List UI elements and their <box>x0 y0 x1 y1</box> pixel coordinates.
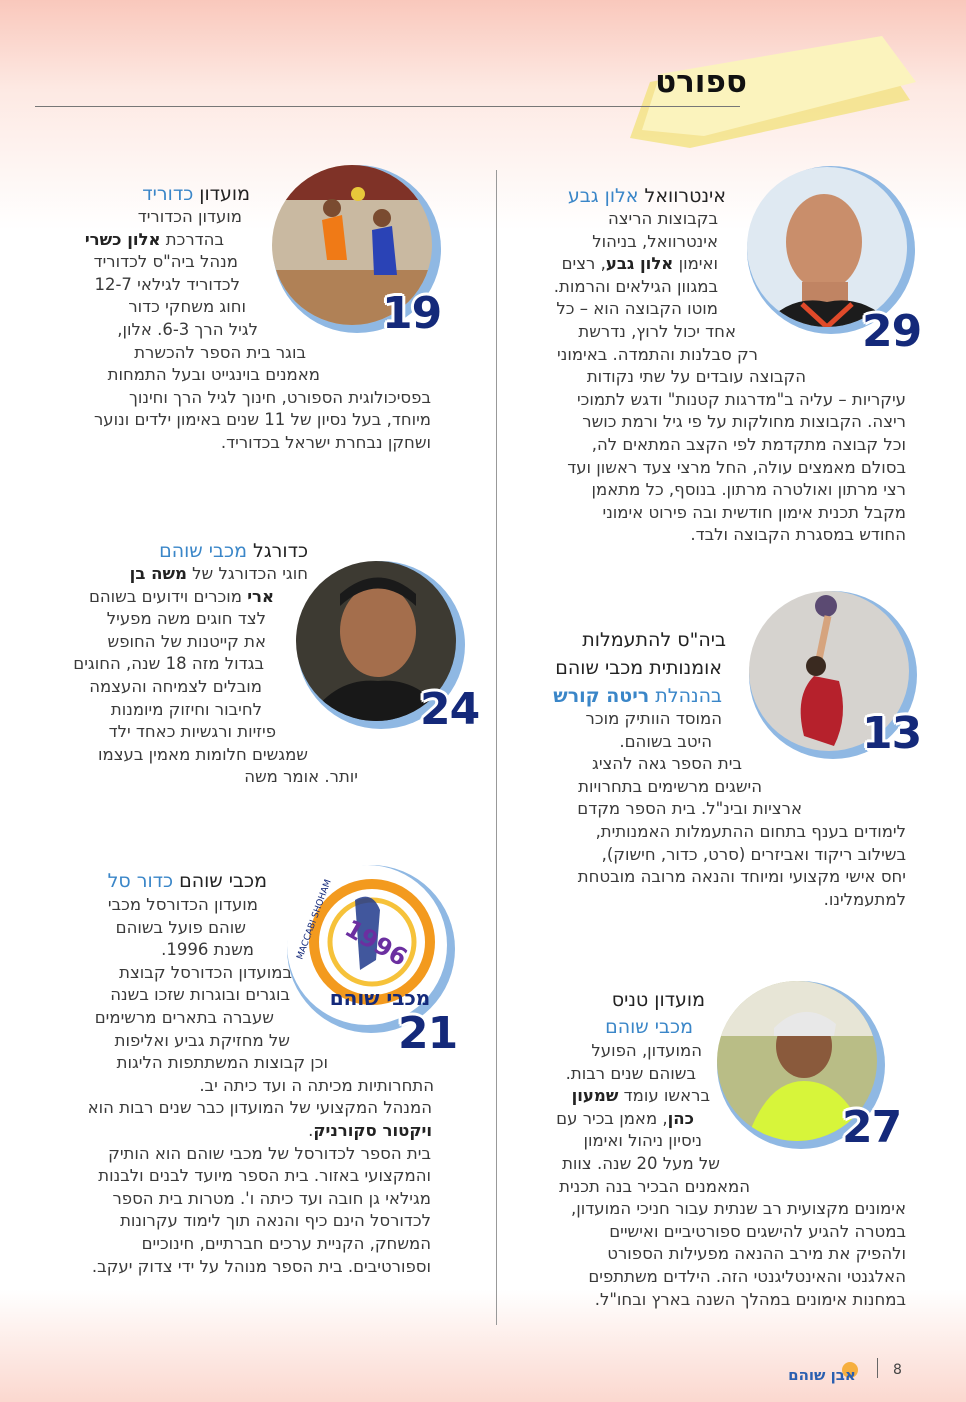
text-line: בראשו עומד שמעון <box>571 1086 710 1106</box>
text-line: מגילאי גן חובה ועד כיתה ו'. מטרות בית הספר <box>112 1188 431 1208</box>
text-line: המנהל המקצועי של המועדון כבר שנים רבות הוא <box>87 1098 432 1118</box>
text-line: בשוהם שנים רבות. <box>565 1063 696 1083</box>
bold-name: אלון גבע <box>605 254 674 274</box>
text-line: המועדון, הפועל <box>591 1041 702 1060</box>
text-line: יותר. אומר משה <box>244 767 358 787</box>
text-line: של מעל 20 שנה. צוות <box>562 1154 720 1173</box>
text-line: לימודים בענף בתחום ההתעמלות האמנותית, <box>595 822 906 841</box>
heading-gymnastics-3: בהנהלת ריטה קורש <box>553 685 722 707</box>
text-line: מועדון הכדורסל מכבי <box>107 895 258 914</box>
text-line: בשילוב ריקוד ואביזרים (סרט, כדור, חישוק), <box>601 844 906 864</box>
text-line: אחד יכול לרוץ, נדרשת <box>578 322 736 341</box>
text-line: וכל קבוצה מתקדמת לפי הקצב המתאים לה, <box>591 435 906 454</box>
text-line: אינטרוואל, בניהול <box>592 231 718 251</box>
text-line: בפסיכולוגית הספורט, חינוך לגיל הרך וחינוך <box>128 387 431 407</box>
article-number-29: 29 <box>862 306 922 357</box>
text-line: החודש במסגרת הקבוצה ולבד. <box>690 525 906 545</box>
text-line: חוגי הכדורגל של משה בן <box>129 564 308 583</box>
heading-tennis-2: מכבי שוהם <box>605 1016 693 1038</box>
bold-name: ארי <box>247 586 274 606</box>
footer-logo <box>780 1360 864 1386</box>
page-number: 8 <box>893 1362 902 1378</box>
text-line: רצי מרתון ואולטרה מרתון. בנוסף, כל מתאמן <box>591 480 906 500</box>
text-line: שוהם פועל בשוהם <box>115 917 246 937</box>
text-line: במחנות אימונים במהלך השנה בארץ ובחו"ל. <box>594 1289 906 1309</box>
text-line: לצד חוגים משה מפעיל <box>106 609 266 629</box>
text-line: עיקריות – עליה ב"מדרגות קטנות" ודגש לתמוכי <box>576 389 906 409</box>
text-line: רק סבלנות והתמדה. באימוני <box>557 344 758 364</box>
text-line: מוטו הקבוצה הוא – כל <box>556 299 718 319</box>
text-line: המוסד הוותיק מוכר <box>585 709 722 728</box>
heading-gymnastics-2: אומנותית מכבי שוהם <box>555 657 722 679</box>
bold-name: משה בן <box>129 564 187 583</box>
text-line: משנת 1996. <box>161 940 254 960</box>
text-line: בגדול מזה 18 שנה, החוגים <box>73 654 264 674</box>
article-number-21: 21 <box>398 1008 458 1059</box>
text-line: את קייטנות של החופש <box>107 631 266 651</box>
text-line: המאמנים הבכיר בנה תכנית <box>559 1176 750 1196</box>
logo-year: 1996 <box>340 914 412 972</box>
text-line: ארציות ובינ"ל. בית הספר מקדם <box>577 799 802 819</box>
text-line: לכדוריד לגילאי 12-7 <box>94 274 240 294</box>
heading-handball: מועדון כדוריד <box>142 183 250 205</box>
article-number-19: 19 <box>382 288 442 339</box>
text-line: מובלים לצמיחה והעצמה <box>89 677 262 696</box>
text-line: בית הספר לכדורסל של מכבי שוהם הוא הותיק <box>108 1143 431 1163</box>
text-line: בוגר בית הספר להכשרת <box>134 342 306 362</box>
text-line: ניסיון ניהול ואימון <box>583 1131 702 1151</box>
text-line: אימונים מקצועית רב שנתית עבור חניכי המועדון, <box>571 1199 906 1219</box>
text-line: מיוחד, בעל נסיון של 11 שנים באימון ילדים ונוער <box>93 410 431 430</box>
heading-gymnastics-1: ביה"ס להתעמלות <box>582 629 726 651</box>
text-line: למתעמלינו. <box>823 889 906 909</box>
logo-caption: MACCABI SHOHAM <box>295 878 334 962</box>
text-line: במגוון הגילאים והרמות. <box>553 276 718 296</box>
text-line: ריצה. הקבוצות מחולקות על פי גיל ורמת כושר <box>582 412 906 432</box>
text-line: פיזיות ורגשיות כאחד ילד <box>108 722 276 742</box>
logo-name: מכבי שוהם <box>329 986 431 1010</box>
article-number-27: 27 <box>842 1102 902 1153</box>
bold-name: אלון כשרי <box>84 229 161 249</box>
text-line: מאמנים בוינגייט ובעל התמחות <box>107 365 320 385</box>
text-line: וספורטיבים. בית הספר מנוהל על ידי צדוק יעקב. <box>91 1256 431 1276</box>
text-line: המשחק, הקניית ערכים חברתיים, חינוכיים <box>141 1234 431 1253</box>
article-number-24: 24 <box>420 684 480 735</box>
heading-tennis-1: מועדון טניס <box>611 989 705 1011</box>
footer-separator <box>877 1358 878 1378</box>
text-line: שמגשים חלומות מאמין בעצמו <box>98 744 308 764</box>
heading-interval: אינטרוואל אלון גבע <box>567 185 726 207</box>
column-divider <box>496 170 497 1325</box>
text-line: בהדרכת אלון כשרי <box>84 229 224 249</box>
text-line: היטב בשוהם. <box>619 731 712 751</box>
text-line: בסולם מאמצים עולה, החל מרצי צעד ראשון ועד <box>567 457 906 477</box>
text-line: התחרותיות מכיתה ה ועד כיתה יב. <box>199 1075 434 1095</box>
text-line: הקבוצה עובדים על שתי נקודות <box>586 367 806 387</box>
text-line: וכן קבוצות המשתתפות הליגות <box>116 1053 328 1073</box>
footer-logo-text: אבן שוהם <box>788 1366 856 1384</box>
text-line: בקבוצות הריצה <box>607 209 718 228</box>
text-line: ולהפיק את מירב ההנאה מפעילות הספורט <box>607 1244 906 1264</box>
text-line: והמקצועי באזור. בית הספר מיועד לבנים ולבנות <box>98 1166 431 1186</box>
header-divider <box>35 106 740 107</box>
text-line: מנהל ביה"ס לכדוריד <box>93 252 238 272</box>
text-line: יחס אישי מקצועי ומיוחד והנאה מרובה מובטחת <box>577 867 906 887</box>
text-line: מועדון הכדוריד <box>137 207 242 226</box>
text-line: לגיל הרך 6-3. אלון, <box>117 320 258 339</box>
bold-name: שמעון <box>571 1086 619 1106</box>
text-line: של מחזיקת גביע ואליפות <box>114 1030 290 1050</box>
text-line: הישגים מרשימים בתחרויות <box>578 776 762 796</box>
text-line: במועדון הכדורסל קבוצת <box>119 962 292 982</box>
text-line: ארי מוכרים וידועים בשוהם <box>88 586 274 606</box>
heading-basketball: מכבי שוהם כדור סל <box>107 870 267 892</box>
page-title: ספורט <box>655 64 747 100</box>
text-line: ושחקן נבחרת ישראל בכדוריד. <box>220 433 431 452</box>
text-line: לחיבור וחיזוק מיומנות <box>110 699 262 719</box>
text-line: בוגרים ובוגרות שזכו בשנה <box>110 985 290 1005</box>
bold-name: כהן <box>667 1108 694 1128</box>
bold-name: ויקטור סקורניק <box>313 1121 432 1140</box>
text-line: וחוג משחקי כדור <box>128 297 246 317</box>
text-line: לכדורסל הינם כיף והנאה תוך לימוד עקרונות <box>120 1211 431 1231</box>
text-line: שעברה בתארים מרשימים <box>94 1008 274 1027</box>
text-line: ויקטור סקורניק. <box>308 1121 432 1140</box>
text-line: ואימון אלון גבע, רצים <box>561 254 718 274</box>
logo-maccabi-shoham <box>280 860 450 1030</box>
text-line: כהן, מאמן בכיר עם <box>556 1108 694 1128</box>
heading-football: כדורגל מכבי שוהם <box>159 540 308 562</box>
text-line: האלגנטי והאינטליגנטי הזה. הילדים משתתפים <box>588 1267 906 1286</box>
text-line: במטרה להגיע להישגים ספורטיביים ואישיים <box>609 1221 906 1241</box>
article-number-13: 13 <box>862 708 922 759</box>
text-line: מקבל תכנית אימון חודשית ובה פירוט אימוני <box>602 502 906 522</box>
text-line: בית הספר גאה להציג <box>592 754 742 774</box>
